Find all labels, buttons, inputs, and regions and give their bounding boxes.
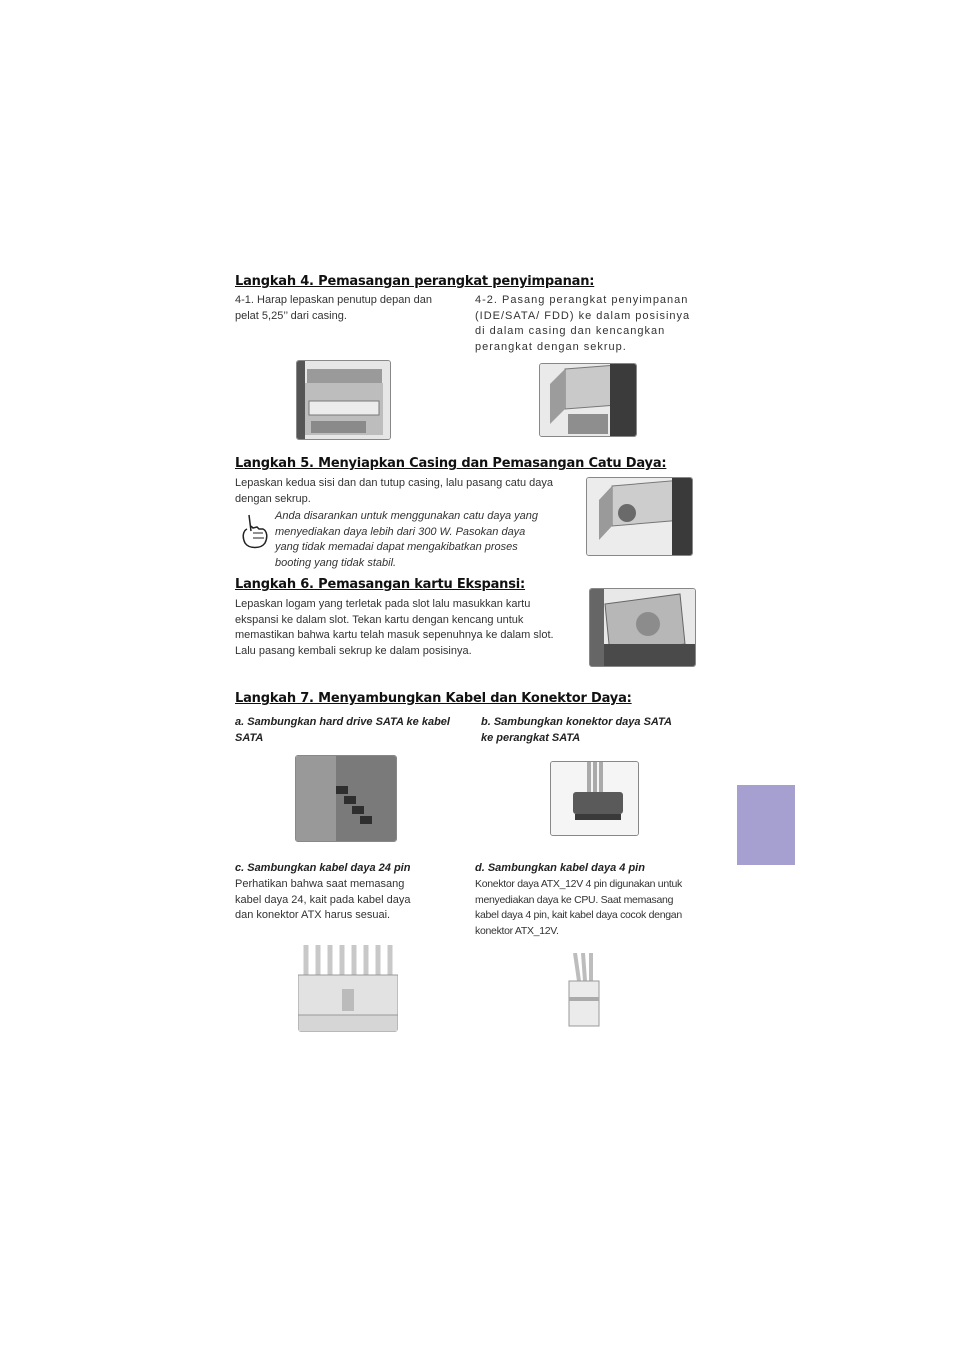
step4-2-text: 4-2. Pasang perangkat penyimpanan (IDE/SATA/ FDD) ke dalam posisinya di dalam casing dan kencangkan perangkat dengan sekrup. (475, 294, 691, 353)
chapter-tab (737, 785, 795, 865)
drive-bay-cover-image (296, 360, 391, 440)
expansion-card-image (589, 588, 696, 667)
step7-d-text: Konektor daya ATX_12V 4 pin digunakan untuk menyediakan daya ke CPU. Saat memasang kabel daya 4 pin, kait kabel daya cocok dengan konektor ATX_12V. (475, 878, 682, 937)
sata-cable-image (295, 755, 397, 842)
step7-c-title: c. Sambungkan kabel daya 24 pin (235, 862, 411, 874)
step7-c-text: Perhatikan bahwa saat memasang kabel daya 24, kait pada kabel daya dan konektor ATX harus sesuai. (235, 878, 411, 921)
power-supply-note: Anda disarankan untuk menggunakan catu daya yang menyediakan daya lebih dari 300 W. Pasokan daya yang tidak memadai dapat mengakibatkan proses booting yang tidak stabil. (275, 510, 538, 569)
atx24-image (298, 945, 398, 1032)
pointing-hand-icon (239, 513, 271, 551)
step6-heading: Langkah 6. Pemasangan kartu Ekspansi: (235, 577, 526, 592)
step4-1-text: 4-1. Harap lepaskan penutup depan dan pelat 5,25’’ dari casing. (235, 294, 432, 322)
storage-device-image (539, 363, 637, 437)
step7-b-title: b. Sambungkan konektor daya SATA ke perangkat SATA (481, 716, 672, 744)
step4-heading: Langkah 4. Pemasangan perangkat penyimpanan: (235, 274, 595, 289)
step7-heading: Langkah 7. Menyambungkan Kabel dan Konektor Daya: (235, 691, 632, 706)
sata-power-image (550, 761, 639, 836)
step5-text: Lepaskan kedua sisi dan dan tutup casing, lalu pasang catu daya dengan sekrup. (235, 477, 554, 505)
step7-d-title: d. Sambungkan kabel daya 4 pin (475, 862, 645, 874)
power-supply-image (586, 477, 693, 556)
step5-heading: Langkah 5. Menyiapkan Casing dan Pemasangan Catu Daya: (235, 456, 667, 471)
step7-a-title: a. Sambungkan hard drive SATA ke kabel SATA (235, 716, 450, 744)
atx4-image (563, 953, 605, 1030)
step6-text: Lepaskan logam yang terletak pada slot lalu masukkan kartu ekspansi ke dalam slot. Tekan kartu dengan kencang untuk memastikan bahwa kartu telah masuk sepenuhnya ke dalam slot. Lalu pasang kembali sekrup ke dalam posisinya. (235, 598, 554, 657)
